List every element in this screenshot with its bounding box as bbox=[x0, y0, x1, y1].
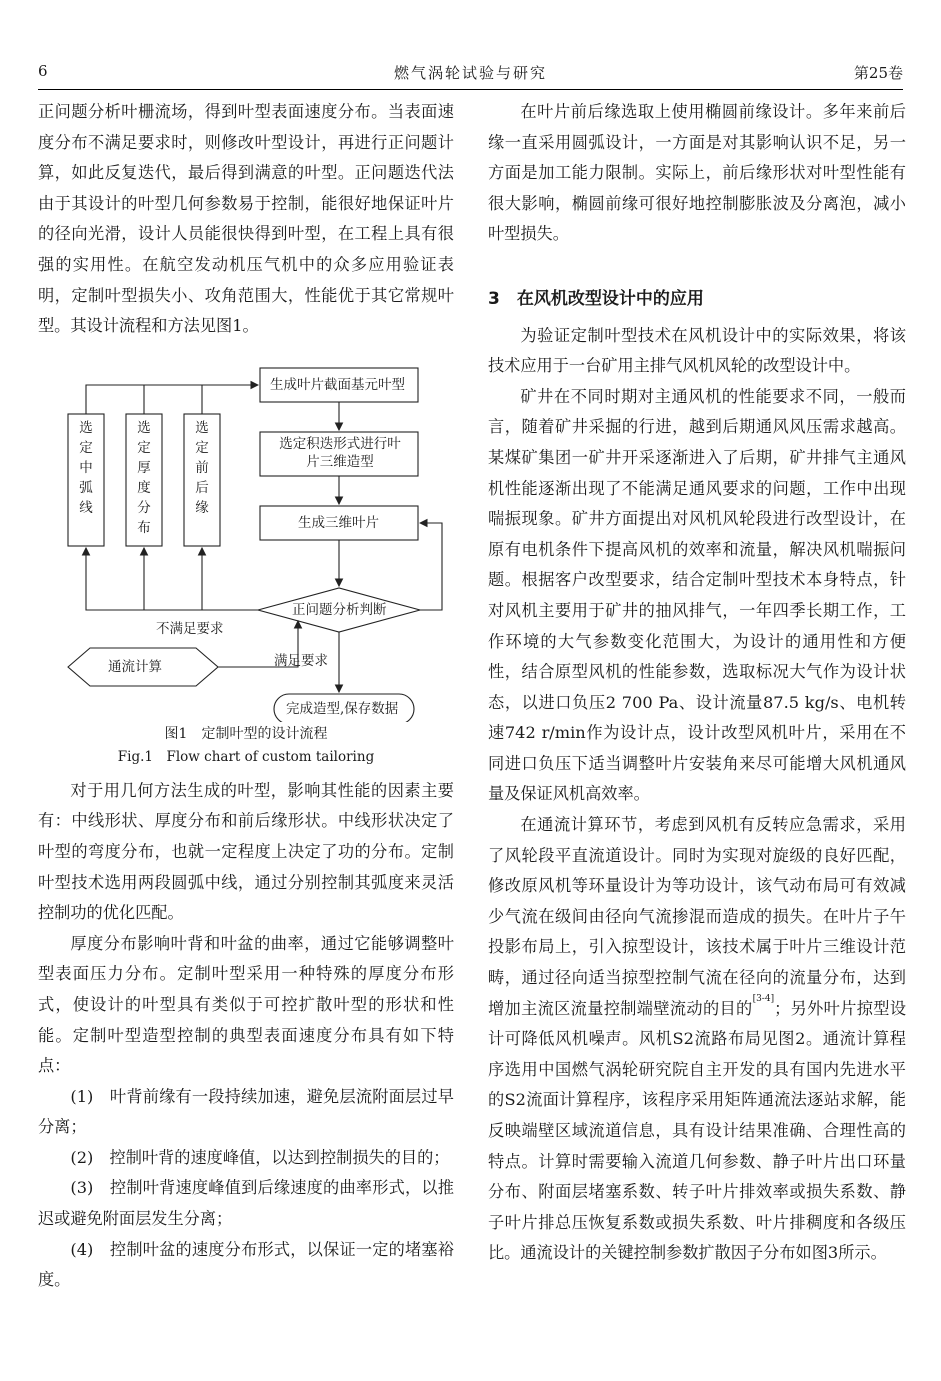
flowchart-lines bbox=[38, 352, 454, 722]
box-3d-label: 生成三维叶片 bbox=[298, 514, 379, 531]
volume-label: 第25卷 bbox=[853, 64, 903, 82]
right-column bbox=[488, 97, 906, 1269]
list-item: (3) 控制叶背速度峰值到后缘速度的曲率形式，以推迟或避免附面层发生分离； bbox=[38, 1178, 454, 1229]
figure-caption-en: Fig.1 Flow chart of custom tailoring bbox=[117, 748, 375, 765]
journal-title: 燃气涡轮试验与研究 bbox=[393, 64, 547, 82]
hex-label: 通流计算 bbox=[108, 658, 162, 675]
figure-1-flowchart bbox=[38, 352, 454, 722]
running-header bbox=[38, 62, 903, 86]
paragraph: 为验证定制叶型技术在风机设计中的实际效果，将该技术应用于一台矿用主排气风机风轮的改型设计中。 bbox=[488, 325, 906, 376]
label-satisfied: 满足要求 bbox=[274, 652, 328, 669]
paragraph: 厚度分布影响叶背和叶盆的曲率，通过它能够调整叶型表面压力分布。定制叶型采用一种特殊的厚度分布形式，使设计的叶型具有类似于可控扩散叶型的形状和性能。定制叶型造型控制的典型表面速度分布具有如下特点： bbox=[38, 933, 454, 1076]
label-not-satisfied: 不满足要求 bbox=[156, 620, 224, 637]
list-item: (1) 叶背前缘有一段持续加速，避免层流附面层过早分离； bbox=[38, 1086, 454, 1137]
page-number: 6 bbox=[38, 62, 48, 80]
paragraph: 正问题分析叶栅流场，得到叶型表面速度分布。当表面速度分布不满足要求时，则修改叶型设计，再进行正问题计算，如此反复迭代，最后得到满意的叶型。正问题迭代法由于其设计的叶型几何参数易于控制，能很好地保证叶片的径向光滑，设计人员能很快得到叶型，在工程上具有很强的实用性。在航空发动机压气机中的众多应用验证表明，定制叶型损失小、攻角范围大，性能优于其它常规叶型。其设计流程和方法见图1。 bbox=[38, 102, 454, 336]
section-heading: 3 在风机改型设计中的应用 bbox=[488, 288, 704, 309]
vertical-label-edges: 选定前后缘 bbox=[195, 419, 209, 516]
paragraph: 在叶片前后缘选取上使用椭圆前缘设计。多年来前后缘一直采用圆弧设计，一方面是对其影响认识不足，另一方面是加工能力限制。实际上，前后缘形状对叶型性能有很大影响，椭圆前缘可很好地控制膨胀波及分离泡，减小叶型损失。 bbox=[488, 102, 906, 244]
paragraph bbox=[488, 810, 906, 1269]
paragraph: 对于用几何方法生成的叶型，影响其性能的因素主要有：中线形状、厚度分布和前后缘形状。中线形状决定了叶型的弯度分布，也就一定程度上决定了功的分布。定制叶型技术选用两段圆弧中线，通过分别控制其弧度来灵活控制功的优化匹配。 bbox=[38, 780, 454, 923]
vertical-label-thickness: 选定厚度分布 bbox=[137, 419, 151, 536]
paragraph-text: ；另外叶片掠型设计可降低风机噪声。风机S2流路布局见图2。通流计算程序选用中国燃气涡轮研究院自主开发的具有国内先进水平的S2流面计算程序，该程序采用矩阵通流法逐站求解，能反映端壁区域流道信息，具有设计结果准确、合理性高的特点。计算时需要输入流道几何参数、静子叶片出口环量分布、附面层堵塞系数、转子叶片排效率或损失系数、静子叶片排总压恢复系数或损失系数、叶片排稠度和各级压比。通流设计的关键控制参数扩散因子分布如图3所示。 bbox=[488, 998, 907, 1263]
list-item: (2) 控制叶背的速度峰值，以达到控制损失的目的； bbox=[70, 1147, 450, 1167]
paragraph: 矿井在不同时期对主通风机的性能要求不同，一般而言，随着矿井采掘的行进，越到后期通风风压需求越高。某煤矿集团一矿井开采逐渐进入了后期，矿井排气主通风机性能逐渐出现了不能满足通风要求的问题，工作中出现喘振现象。矿井方面提出对风机风轮段进行改型设计，在原有电机条件下提高风机的效率和流量，解决风机喘振问题。根据客户改型要求，结合定制叶型技术本身特点，针对风机主要用于矿井的抽风排气，一年四季长期工作，工作环境的大气参数变化范围大，为设计的通用性和方便性，结合原型风机的性能参数，选取标况大气作为设计状态，以进口负压2 700 Pa、设计流量87.5 kg/s、电机转速742 r/min作为设计点，设计改型风机叶片，采用在不同进口负压下适当调整叶片安装角来尽可能增大风机通风量及保证风机高效率。 bbox=[488, 386, 906, 804]
box-stack-label: 选定积迭形式进行叶片三维造型 bbox=[279, 435, 401, 470]
box-base-label: 生成叶片截面基元叶型 bbox=[270, 376, 405, 393]
citation: [3-4] bbox=[752, 993, 775, 1004]
figure-caption-cn: 图1 定制叶型的设计流程 bbox=[164, 725, 328, 742]
decision-label: 正问题分析判断 bbox=[292, 601, 387, 618]
left-column bbox=[38, 97, 454, 1296]
paragraph-text: 在通流计算环节，考虑到风机有反转应急需求，采用了风轮段平直流道设计。同时为实现对旋级的良好匹配，修改原风机等环量设计为等功设计，该气动布局可有效减少气流在级间由径向气流掺混而造成的损失。在叶片子午投影布局上，引入掠型设计，该技术属于叶片三维设计范畴，通过径向适当掠型控制气流在径向的流量分布，达到增加主流区流量控制端壁流动的目的 bbox=[488, 815, 906, 1018]
header-rule bbox=[38, 89, 903, 90]
end-terminal-label: 完成造型,保存数据 bbox=[286, 700, 399, 717]
vertical-label-camber: 选定中弧线 bbox=[79, 419, 93, 516]
list-item: (4) 控制叶盆的速度分布形式，以保证一定的堵塞裕度。 bbox=[38, 1239, 454, 1290]
